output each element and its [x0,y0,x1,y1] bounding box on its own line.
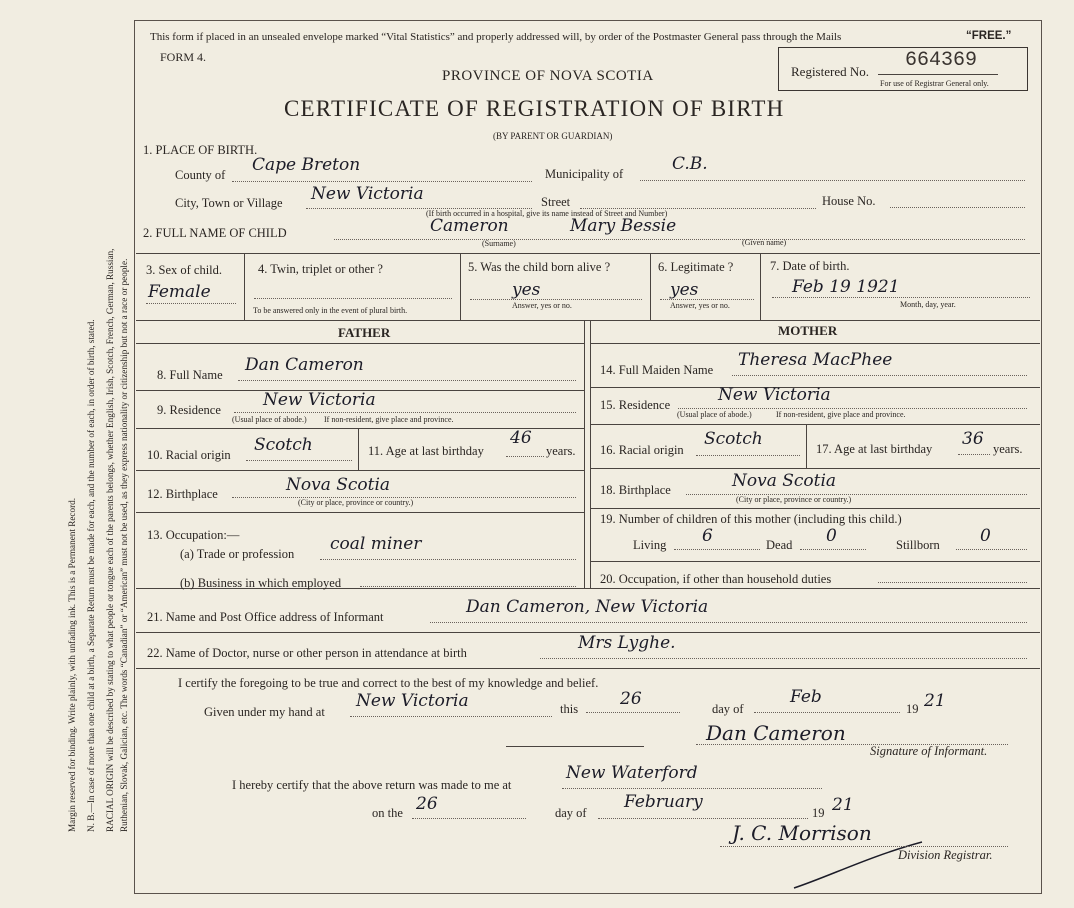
father-age-line [506,456,544,457]
date-of-birth-label: 7. Date of birth. [770,259,850,273]
signature-short-rule [506,746,644,747]
registrar-day: 26 [416,794,438,814]
municipality-value: C.B. [672,154,708,174]
form-number: FORM 4. [160,50,207,64]
father-residence-line [234,412,576,413]
date-of-birth-note: Month, day, year. [900,300,956,309]
mother-occupation-label: 20. Occupation, if other than household duties [600,572,832,586]
mother-name-label: 14. Full Maiden Name [600,363,714,377]
legitimate-value: yes [670,280,699,300]
hospital-note: (If birth occurred in a hospital, give its name instead of Street and Number) [426,209,668,218]
father-residence-label: 9. Residence [157,403,221,417]
father-racial-age-divider [358,428,359,470]
legitimate-note: Answer, yes or no. [670,301,730,310]
father-occupation-label: 13. Occupation:— [147,528,240,542]
registrar-place: New Waterford [566,763,698,783]
living-value: 6 [702,526,713,546]
margin-note-1: Margin reserved for binding. Write plainly, with unfading ink. This is a Permanent Record. [67,497,77,832]
certify-month: Feb [790,687,822,707]
mother-racial-line [696,455,800,456]
informant-signature: Dan Cameron [706,721,846,745]
mother-residence-line [678,408,1027,409]
father-row-rule-4 [136,512,584,513]
mother-age-value: 36 [962,429,984,449]
certify-day: 26 [620,689,642,709]
doctor-value: Mrs Lyghe. [578,633,676,653]
father-racial-value: Scotch [254,435,313,455]
mother-residence-value: New Victoria [718,385,831,405]
registrar-year-prefix: 19 [812,806,825,820]
father-row-rule-3 [136,470,584,471]
county-value: Cape Breton [252,155,361,175]
registrar-signature-caption: Division Registrar. [898,848,993,862]
city-value: New Victoria [311,184,424,204]
date-of-birth-line [772,297,1030,298]
given-under-label: Given under my hand at [204,705,325,719]
this-label: this [560,702,579,716]
col-divider-4 [760,253,761,320]
doctor-line [540,658,1027,659]
father-residence-value: New Victoria [263,390,376,410]
street-label: Street [541,195,571,209]
father-age-label: 11. Age at last birthday [368,444,484,458]
informant-label: 21. Name and Post Office address of Informant [147,610,384,624]
sex-line [146,303,236,304]
father-name-label: 8. Full Name [157,368,223,382]
surname-caption: (Surname) [482,239,516,248]
father-birthplace-value: Nova Scotia [286,475,391,495]
parents-center-divider [584,320,585,588]
father-business-line [360,586,576,587]
registrar-signature-line [720,846,1008,847]
house-number-label: House No. [822,194,876,208]
county-line [232,181,532,182]
margin-note-4: Ruthenian, Slovak, Galician, etc. The words “Canadian” or “American” must not be used, as they express nationality or citizenship but not a race or people. [119,258,129,832]
mother-row-rule-5 [590,561,1040,562]
father-business-label: (b) Business in which employed [180,576,342,590]
living-label: Living [633,538,667,552]
given-place-line [350,716,552,717]
row-divider-top [136,253,1040,254]
registrar-month-line [598,818,808,819]
registered-note: For use of Registrar General only. [880,79,989,88]
mother-row-rule-2 [590,424,1040,425]
informant-signature-caption: Signature of Informant. [870,744,988,758]
twin-line [254,298,452,299]
dead-line [800,549,866,550]
father-birthplace-label: 12. Birthplace [147,487,218,501]
mother-years-label: years. [993,442,1023,456]
row-divider-bottom [136,320,1040,321]
father-racial-line [246,460,352,461]
certify-day-line [586,712,680,713]
sex-value: Female [148,282,211,302]
registrar-day-line [412,818,526,819]
date-of-birth-value: Feb 19 1921 [792,277,900,297]
father-racial-label: 10. Racial origin [147,448,231,462]
municipality-line [640,180,1025,181]
certify-day-of-label: day of [712,702,744,716]
mother-residence-label: 15. Residence [600,398,671,412]
free-word: “FREE.” [966,30,1012,42]
free-notice: This form if placed in an unsealed envelope marked “Vital Statistics” and properly addressed will, by order of the Postmaster General pass through the Mails [150,31,842,43]
father-years-label: years. [546,444,576,458]
father-birthplace-note: (City or place, province or country.) [298,498,414,507]
mother-birthplace-note: (City or place, province or country.) [736,495,852,504]
dead-label: Dead [766,538,793,552]
father-heading-rule [136,343,584,344]
father-heading: FATHER [338,325,391,340]
stillborn-value: 0 [980,526,991,546]
mother-age-label: 17. Age at last birthday [816,442,933,456]
registrar-place-line [562,788,822,789]
margin-note-2: N. B.—In case of more than one child at a birth, a Separate Return must be made for each, and the number of each, in order of birth, stated. [86,319,96,832]
registrar-year-suffix: 21 [832,795,854,815]
certify-statement: I certify the foregoing to be true and correct to the best of my knowledge and belief. [178,676,599,690]
margin-note-3: RACIAL ORIGIN will be described by stating to what people or tongue each of the parents belongs, whether English, Irish, Scotch, French, German, Russian, [105,248,115,832]
father-nonresident-note: If non-resident, give place and province. [324,415,454,424]
living-line [674,549,760,550]
mother-racial-label: 16. Racial origin [600,443,684,457]
child-name-line [334,239,1025,240]
parents-center-divider-2 [590,320,591,588]
sex-label: 3. Sex of child. [146,263,223,277]
given-place-value: New Victoria [356,691,469,711]
mother-name-value: Theresa MacPhee [738,350,893,370]
mother-racial-value: Scotch [704,429,763,449]
mother-age-line [958,454,990,455]
registered-underline [878,74,998,75]
municipality-label: Municipality of [545,167,624,181]
mother-racial-age-divider [806,424,807,468]
registered-number: 664369 [905,49,978,72]
legitimate-label: 6. Legitimate ? [658,260,734,274]
born-alive-label: 5. Was the child born alive ? [468,260,611,274]
mother-children-label: 19. Number of children of this mother (including this child.) [600,512,902,526]
col-divider-1 [244,253,245,320]
stillborn-label: Stillborn [896,538,940,552]
mother-occupation-line [878,582,1027,583]
registrar-on-the-label: on the [372,806,403,820]
father-trade-label: (a) Trade or profession [180,547,295,561]
certify-month-line [754,712,900,713]
father-trade-line [320,559,576,560]
certificate-subtitle: (BY PARENT OR GUARDIAN) [493,131,613,141]
mother-abode-note: (Usual place of abode.) [677,410,752,419]
mother-heading: MOTHER [778,323,838,338]
mother-name-line [732,375,1027,376]
mother-row-rule-3 [590,468,1040,469]
child-name-label: 2. FULL NAME OF CHILD [143,226,287,240]
stillborn-line [956,549,1027,550]
mother-birthplace-value: Nova Scotia [732,471,837,491]
born-alive-value: yes [512,280,541,300]
twin-label: 4. Twin, triplet or other ? [258,262,383,276]
informant-value: Dan Cameron, New Victoria [466,597,709,617]
doctor-label: 22. Name of Doctor, nurse or other person in attendance at birth [147,646,467,660]
province-heading: PROVINCE OF NOVA SCOTIA [442,68,654,84]
city-label: City, Town or Village [175,196,283,210]
certificate-title: CERTIFICATE OF REGISTRATION OF BIRTH [284,96,785,121]
registrar-signature-flourish [790,836,930,892]
col-divider-2 [460,253,461,320]
mother-birthplace-label: 18. Birthplace [600,483,671,497]
child-given-names: Mary Bessie [570,216,677,236]
born-alive-line [470,299,642,300]
mother-row-rule-4 [590,508,1040,509]
father-age-value: 46 [510,428,532,448]
certify-year-suffix: 21 [924,691,946,711]
registrar-signature: J. C. Morrison [732,821,872,845]
certify-year-prefix: 19 [906,702,919,716]
registrar-month: February [624,792,703,812]
doctor-rule [136,668,1040,669]
house-number-line [890,207,1025,208]
born-alive-note: Answer, yes or no. [512,301,572,310]
given-name-caption: (Given name) [742,238,787,247]
father-name-value: Dan Cameron [245,355,364,375]
col-divider-3 [650,253,651,320]
registered-label: Registered No. [791,64,869,79]
child-surname: Cameron [430,216,509,236]
father-trade-value: coal miner [330,534,422,554]
dead-value: 0 [826,526,837,546]
father-abode-note: (Usual place of abode.) [232,415,307,424]
registrar-statement: I hereby certify that the above return was made to me at [232,778,512,792]
legitimate-line [660,299,754,300]
mother-nonresident-note: If non-resident, give place and province. [776,410,906,419]
registrar-day-of-label: day of [555,806,587,820]
county-label: County of [175,168,226,182]
informant-line [430,622,1027,623]
place-of-birth-section: 1. PLACE OF BIRTH. [143,143,258,157]
twin-note: To be answered only in the event of plural birth. [253,306,408,315]
mother-heading-rule [590,343,1040,344]
father-name-line [238,380,576,381]
